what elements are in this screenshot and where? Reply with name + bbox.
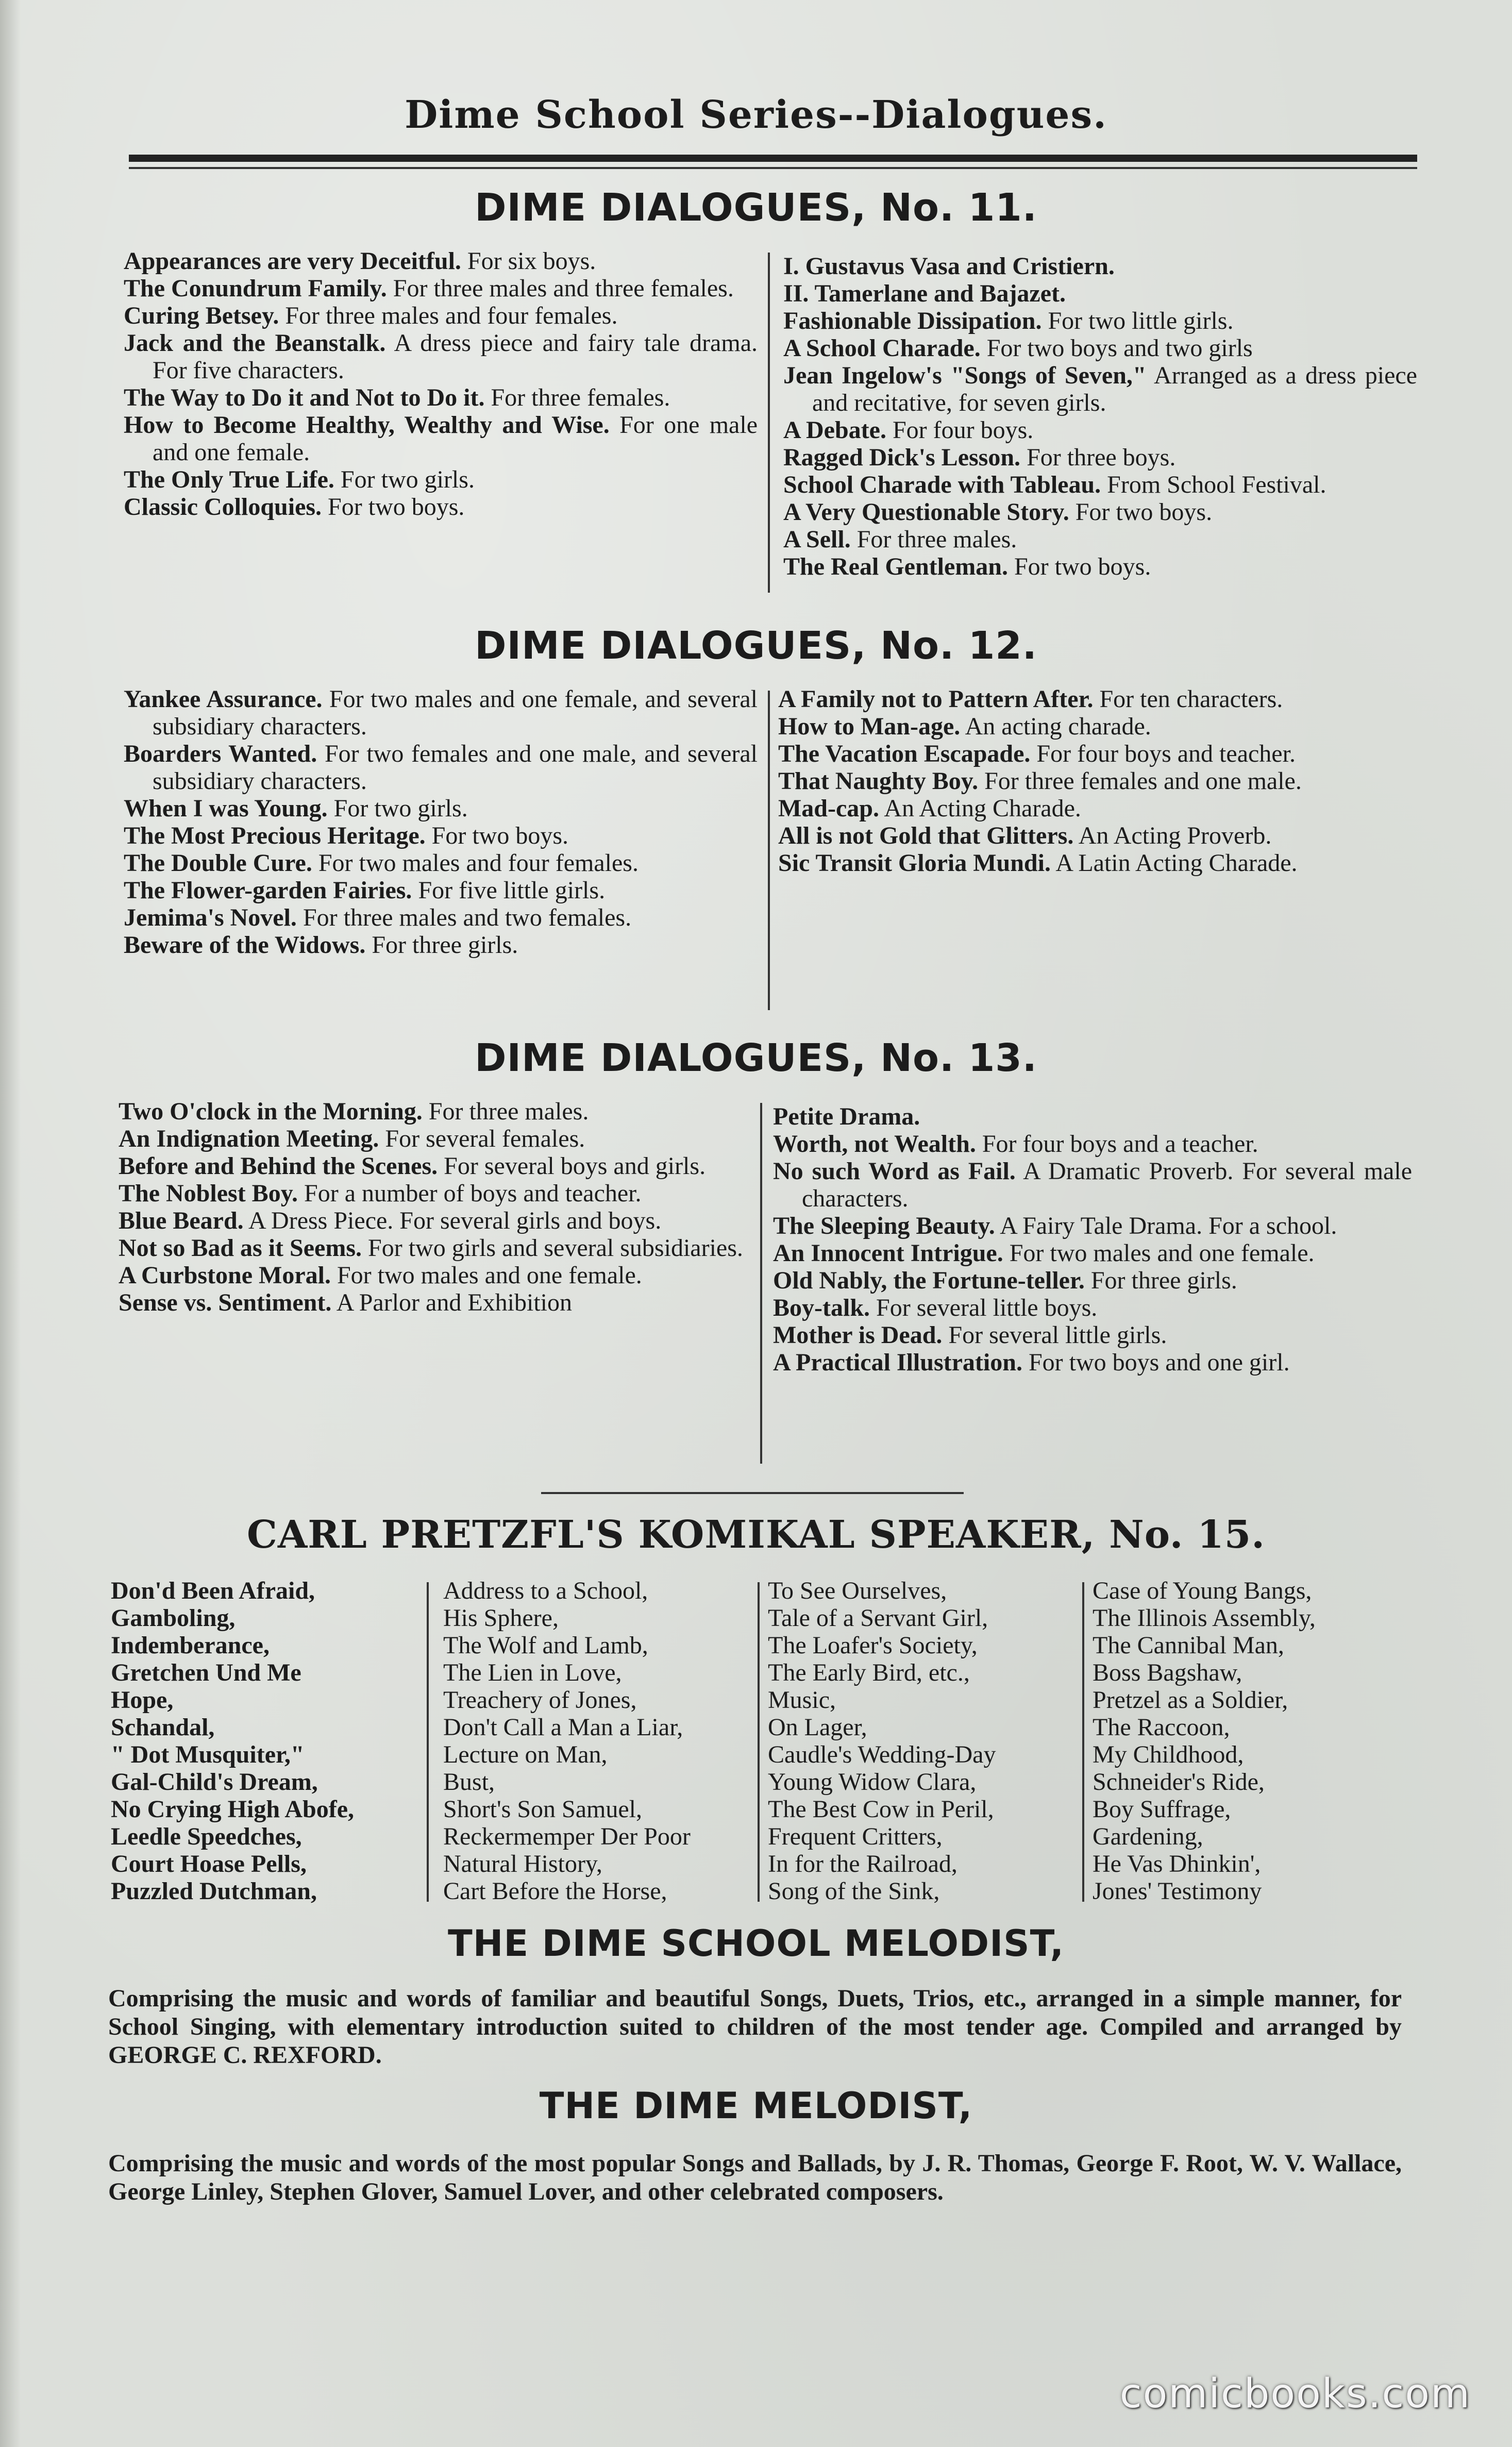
speech-title: Address to a School, bbox=[443, 1577, 648, 1604]
column-divider bbox=[758, 1582, 760, 1902]
speech-title: Puzzled Dutchman, bbox=[111, 1878, 317, 1905]
item-description: A Parlor and Exhibition bbox=[336, 1289, 572, 1316]
speech-title: Lecture on Man, bbox=[443, 1741, 608, 1768]
item-title: An Indignation Meeting. bbox=[119, 1125, 379, 1152]
item-description: For two boys. bbox=[328, 493, 465, 521]
list-item bbox=[783, 498, 1417, 526]
item-title: Classic Colloquies. bbox=[124, 493, 322, 521]
item-title: I. Gustavus Vasa and Cristiern. bbox=[783, 253, 1115, 280]
item-description: For two boys and one girl. bbox=[1028, 1349, 1290, 1376]
item-title: A Practical Illustration. bbox=[773, 1349, 1022, 1376]
list-item bbox=[773, 1294, 1412, 1321]
speech-title: Caudle's Wedding-Day bbox=[768, 1741, 996, 1768]
watermark-credit: comicbooks.com bbox=[1119, 2371, 1471, 2417]
list-item bbox=[124, 822, 758, 849]
list-item bbox=[119, 1125, 752, 1152]
item-description: A Latin Acting Charade. bbox=[1055, 849, 1298, 877]
list-item bbox=[783, 307, 1417, 334]
item-title: When I was Young. bbox=[124, 795, 328, 822]
speech-title: The Raccoon, bbox=[1093, 1714, 1230, 1741]
speech-title: Young Widow Clara, bbox=[768, 1768, 977, 1796]
speech-title: The Best Cow in Peril, bbox=[768, 1796, 994, 1823]
list-item bbox=[783, 253, 1417, 280]
item-title: Sic Transit Gloria Mundi. bbox=[778, 849, 1051, 877]
item-title: The Noblest Boy. bbox=[119, 1180, 298, 1207]
item-title: Jemima's Novel. bbox=[124, 904, 297, 931]
item-description: For four boys and teacher. bbox=[1036, 740, 1296, 767]
speech-title: Song of the Sink, bbox=[768, 1878, 940, 1905]
item-description: A Dress Piece. For several girls and boys. bbox=[248, 1207, 662, 1234]
item-title: Curing Betsey. bbox=[124, 302, 279, 329]
column-divider bbox=[427, 1582, 429, 1902]
item-title: The Real Gentleman. bbox=[783, 553, 1008, 580]
speech-title: The Cannibal Man, bbox=[1093, 1632, 1284, 1659]
list-item bbox=[773, 1212, 1412, 1239]
no11-right-column bbox=[783, 253, 1417, 580]
item-description: For two little girls. bbox=[1048, 307, 1234, 334]
item-title: Beware of the Widows. bbox=[124, 931, 366, 959]
list-item bbox=[783, 526, 1417, 553]
column-divider bbox=[760, 1103, 762, 1464]
item-description: For three boys. bbox=[1027, 444, 1176, 471]
list-item bbox=[778, 713, 1417, 740]
speech-title: His Sphere, bbox=[443, 1604, 559, 1632]
list-item bbox=[124, 849, 758, 877]
speech-title: Bust, bbox=[443, 1768, 495, 1796]
list-item bbox=[124, 685, 758, 740]
item-title: A Debate. bbox=[783, 416, 886, 444]
list-item bbox=[783, 471, 1417, 498]
list-item bbox=[124, 411, 758, 466]
speech-title: Hope, bbox=[111, 1686, 174, 1714]
list-item bbox=[783, 444, 1417, 471]
item-description: For two boys. bbox=[431, 822, 568, 849]
list-item bbox=[119, 1152, 752, 1180]
item-title: Sense vs. Sentiment. bbox=[119, 1289, 332, 1316]
speech-title: The Wolf and Lamb, bbox=[443, 1632, 648, 1659]
speech-title: Music, bbox=[768, 1686, 836, 1714]
item-title: The Sleeping Beauty. bbox=[773, 1212, 995, 1239]
item-title: Yankee Assurance. bbox=[124, 685, 323, 713]
no12-left-column bbox=[124, 685, 758, 959]
item-description: For four boys and a teacher. bbox=[982, 1130, 1258, 1158]
item-title: Old Nably, the Fortune-teller. bbox=[773, 1267, 1085, 1294]
item-title: No such Word as Fail. bbox=[773, 1158, 1016, 1185]
list-item bbox=[124, 466, 758, 493]
item-title: Jean Ingelow's "Songs of Seven," bbox=[783, 362, 1147, 389]
list-item bbox=[773, 1239, 1412, 1267]
item-title: Not so Bad as it Seems. bbox=[119, 1234, 362, 1262]
speech-title: " Dot Musquiter," bbox=[111, 1741, 305, 1768]
list-item bbox=[773, 1321, 1412, 1349]
item-title: A School Charade. bbox=[783, 334, 981, 362]
speech-title: Gretchen Und Me bbox=[111, 1659, 301, 1686]
list-item bbox=[773, 1267, 1412, 1294]
item-title: The Flower-garden Fairies. bbox=[124, 877, 412, 904]
speech-title: Reckermemper Der Poor bbox=[443, 1823, 691, 1850]
item-title: A Very Questionable Story. bbox=[783, 498, 1069, 526]
item-title: Fashionable Dissipation. bbox=[783, 307, 1042, 334]
komikal-column-3 bbox=[768, 1577, 1077, 1905]
list-item bbox=[124, 493, 758, 521]
speech-title: Schandal, bbox=[111, 1714, 215, 1741]
speech-title: Gal-Child's Dream, bbox=[111, 1768, 318, 1796]
list-item bbox=[119, 1262, 752, 1289]
column-divider bbox=[768, 253, 770, 593]
top-rule bbox=[129, 155, 1417, 162]
item-description: For four boys. bbox=[892, 416, 1034, 444]
item-description: For three males. bbox=[856, 526, 1017, 553]
speech-title: On Lager, bbox=[768, 1714, 867, 1741]
item-description: For three males and four females. bbox=[285, 302, 618, 329]
list-item bbox=[783, 280, 1417, 307]
list-item bbox=[124, 740, 758, 795]
item-description: For three females and one male. bbox=[984, 767, 1302, 795]
item-description: An Acting Charade. bbox=[884, 795, 1081, 822]
item-title: Worth, not Wealth. bbox=[773, 1130, 976, 1158]
item-description: For several little girls. bbox=[948, 1321, 1167, 1349]
item-title: The Vacation Escapade. bbox=[778, 740, 1031, 767]
speech-title: Natural History, bbox=[443, 1850, 602, 1878]
item-description: For two girls. bbox=[340, 466, 475, 493]
item-title: Two O'clock in the Morning. bbox=[119, 1098, 423, 1125]
list-item bbox=[783, 362, 1417, 416]
speech-title: To See Ourselves, bbox=[768, 1577, 947, 1604]
speech-title: Cart Before the Horse, bbox=[443, 1878, 667, 1905]
speech-title: Treachery of Jones, bbox=[443, 1686, 637, 1714]
no13-left-column bbox=[119, 1098, 752, 1316]
item-description: For three females. bbox=[491, 384, 670, 411]
item-title: The Most Precious Heritage. bbox=[124, 822, 426, 849]
list-item bbox=[778, 795, 1417, 822]
item-title: The Way to Do it and Not to Do it. bbox=[124, 384, 485, 411]
list-item bbox=[119, 1180, 752, 1207]
item-title: Blue Beard. bbox=[119, 1207, 244, 1234]
item-description: A Fairy Tale Drama. For a school. bbox=[1000, 1212, 1337, 1239]
page-edge-shadow bbox=[0, 0, 21, 2447]
item-title: The Conundrum Family. bbox=[124, 275, 387, 302]
list-item bbox=[778, 849, 1417, 877]
no11-left-column bbox=[124, 247, 758, 521]
item-title: Boarders Wanted. bbox=[124, 740, 317, 767]
top-rule-thin bbox=[129, 167, 1417, 169]
item-description: For two boys. bbox=[1075, 498, 1213, 526]
item-description: For two males and one female. bbox=[1009, 1239, 1315, 1267]
speech-title: Pretzel as a Soldier, bbox=[1093, 1686, 1288, 1714]
item-description: Arranged as a dress piece and recitative, for seven girls. bbox=[812, 362, 1417, 416]
item-description: For two males and one female, and several subsidiary characters. bbox=[153, 685, 758, 740]
item-description: For several boys and girls. bbox=[444, 1152, 706, 1180]
list-item bbox=[124, 275, 758, 302]
speech-title: Don't Call a Man a Liar, bbox=[443, 1714, 683, 1741]
item-description: A dress piece and fairy tale drama. For five characters. bbox=[153, 329, 758, 384]
item-description: For two boys. bbox=[1014, 553, 1151, 580]
list-item bbox=[783, 416, 1417, 444]
item-title: That Naughty Boy. bbox=[778, 767, 979, 795]
item-description: For three males and two females. bbox=[303, 904, 632, 931]
melodist-heading: THE DIME MELODIST, bbox=[539, 2085, 973, 2127]
speech-title: Gardening, bbox=[1093, 1823, 1203, 1850]
item-description: For two females and one male, and several subsidiary characters. bbox=[153, 740, 758, 795]
list-item bbox=[778, 767, 1417, 795]
section-heading-komikal: CARL PRETZFL'S KOMIKAL SPEAKER, No. 15. bbox=[246, 1513, 1266, 1557]
speech-title: Tale of a Servant Girl, bbox=[768, 1604, 988, 1632]
item-title: II. Tamerlane and Bajazet. bbox=[783, 280, 1066, 307]
item-description: For three girls. bbox=[372, 931, 518, 959]
list-item bbox=[773, 1130, 1412, 1158]
item-description: For two males and one female. bbox=[337, 1262, 642, 1289]
list-item bbox=[119, 1098, 752, 1125]
list-item bbox=[124, 247, 758, 275]
list-item bbox=[778, 822, 1417, 849]
item-description: For two boys and two girls bbox=[986, 334, 1253, 362]
speech-title: Boy Suffrage, bbox=[1093, 1796, 1231, 1823]
speech-title: In for the Railroad, bbox=[768, 1850, 957, 1878]
item-description: For two girls. bbox=[333, 795, 468, 822]
item-title: Boy-talk. bbox=[773, 1294, 870, 1321]
item-description: For three males and three females. bbox=[393, 275, 734, 302]
list-item bbox=[773, 1103, 1412, 1130]
section-heading-no12: DIME DIALOGUES, No. 12. bbox=[475, 624, 1037, 668]
speech-title: He Vas Dhinkin', bbox=[1093, 1850, 1261, 1878]
speech-title: Short's Son Samuel, bbox=[443, 1796, 643, 1823]
item-description: An acting charade. bbox=[965, 713, 1151, 740]
item-description: For three males. bbox=[428, 1098, 589, 1125]
melodist-description: Comprising the music and words of the most popular Songs and Ballads, by J. R. Thomas, George F. Root, W. V. Wallace, George Linley, Stephen Glover, Samuel Lover, and other celebrated composers. bbox=[108, 2150, 1402, 2205]
speech-title: Court Hoase Pells, bbox=[111, 1850, 307, 1878]
item-title: A Family not to Pattern After. bbox=[778, 685, 1094, 713]
item-title: The Only True Life. bbox=[124, 466, 334, 493]
item-title: An Innocent Intrigue. bbox=[773, 1239, 1003, 1267]
item-description: For one male and one female. bbox=[153, 411, 758, 466]
item-title: All is not Gold that Glitters. bbox=[778, 822, 1074, 849]
item-title: Mother is Dead. bbox=[773, 1321, 943, 1349]
speech-title: No Crying High Abofe, bbox=[111, 1796, 355, 1823]
list-item bbox=[119, 1207, 752, 1234]
list-item bbox=[124, 931, 758, 959]
item-description: For six boys. bbox=[467, 247, 596, 275]
item-description: For a number of boys and teacher. bbox=[304, 1180, 642, 1207]
item-title: A Curbstone Moral. bbox=[119, 1262, 331, 1289]
speech-title: The Lien in Love, bbox=[443, 1659, 622, 1686]
item-description: For several females. bbox=[385, 1125, 585, 1152]
speech-title: Don'd Been Afraid, bbox=[111, 1577, 315, 1604]
no13-right-column bbox=[773, 1103, 1412, 1376]
item-description: For three girls. bbox=[1090, 1267, 1237, 1294]
item-title: Mad-cap. bbox=[778, 795, 879, 822]
no12-right-column bbox=[778, 685, 1417, 877]
item-title: Petite Drama. bbox=[773, 1103, 920, 1130]
speech-title: Case of Young Bangs, bbox=[1093, 1577, 1312, 1604]
list-item bbox=[124, 904, 758, 931]
item-description: For ten characters. bbox=[1099, 685, 1283, 713]
komikal-column-1 bbox=[111, 1577, 420, 1905]
speech-title: Indemberance, bbox=[111, 1632, 270, 1659]
section-separator bbox=[541, 1492, 964, 1494]
item-title: Appearances are very Deceitful. bbox=[124, 247, 461, 275]
speech-title: Frequent Critters, bbox=[768, 1823, 943, 1850]
speech-title: The Illinois Assembly, bbox=[1093, 1604, 1316, 1632]
list-item bbox=[773, 1349, 1412, 1376]
item-description: For two girls and several subsidiaries. bbox=[368, 1234, 743, 1262]
school-melodist-description: Comprising the music and words of familiar and beautiful Songs, Duets, Trios, etc., arranged in a simple manner, for School Singing, with elementary introduction suited to children of the most tender age. Compiled and arranged by GEORGE C. REXFORD. bbox=[108, 1985, 1402, 2069]
item-description: A Dramatic Proverb. For several male characters. bbox=[802, 1158, 1412, 1212]
komikal-column-2 bbox=[443, 1577, 752, 1905]
column-divider bbox=[768, 691, 770, 1010]
komikal-column-4 bbox=[1093, 1577, 1412, 1905]
list-item bbox=[783, 553, 1417, 580]
list-item bbox=[778, 740, 1417, 767]
item-description: For five little girls. bbox=[418, 877, 606, 904]
speech-title: Jones' Testimony bbox=[1093, 1878, 1262, 1905]
list-item bbox=[124, 384, 758, 411]
speech-title: Boss Bagshaw, bbox=[1093, 1659, 1242, 1686]
school-melodist-heading: THE DIME SCHOOL MELODIST, bbox=[448, 1922, 1064, 1965]
speech-title: Leedle Speedches, bbox=[111, 1823, 302, 1850]
list-item bbox=[778, 685, 1417, 713]
item-title: A Sell. bbox=[783, 526, 851, 553]
item-title: Jack and the Beanstalk. bbox=[124, 329, 386, 357]
list-item bbox=[119, 1289, 752, 1316]
item-description: For two males and four females. bbox=[318, 849, 639, 877]
section-heading-no13: DIME DIALOGUES, No. 13. bbox=[475, 1036, 1037, 1080]
list-item bbox=[783, 334, 1417, 362]
list-item bbox=[124, 302, 758, 329]
item-title: Before and Behind the Scenes. bbox=[119, 1152, 438, 1180]
speech-title: Schneider's Ride, bbox=[1093, 1768, 1265, 1796]
list-item bbox=[119, 1234, 752, 1262]
item-title: The Double Cure. bbox=[124, 849, 312, 877]
list-item bbox=[124, 329, 758, 384]
item-title: Ragged Dick's Lesson. bbox=[783, 444, 1021, 471]
item-description: For several little boys. bbox=[876, 1294, 1098, 1321]
list-item bbox=[124, 795, 758, 822]
speech-title: My Childhood, bbox=[1093, 1741, 1244, 1768]
item-title: How to Become Healthy, Wealthy and Wise. bbox=[124, 411, 610, 439]
item-title: How to Man-age. bbox=[778, 713, 961, 740]
column-divider bbox=[1082, 1582, 1084, 1902]
speech-title: The Early Bird, etc., bbox=[768, 1659, 970, 1686]
item-description: An Acting Proverb. bbox=[1078, 822, 1272, 849]
series-title: Dime School Series--Dialogues. bbox=[405, 93, 1107, 137]
section-heading-no11: DIME DIALOGUES, No. 11. bbox=[475, 186, 1037, 230]
item-title: School Charade with Tableau. bbox=[783, 471, 1101, 498]
speech-title: The Loafer's Society, bbox=[768, 1632, 978, 1659]
list-item bbox=[773, 1158, 1412, 1212]
item-description: From School Festival. bbox=[1107, 471, 1326, 498]
list-item bbox=[124, 877, 758, 904]
speech-title: Gamboling, bbox=[111, 1604, 236, 1632]
